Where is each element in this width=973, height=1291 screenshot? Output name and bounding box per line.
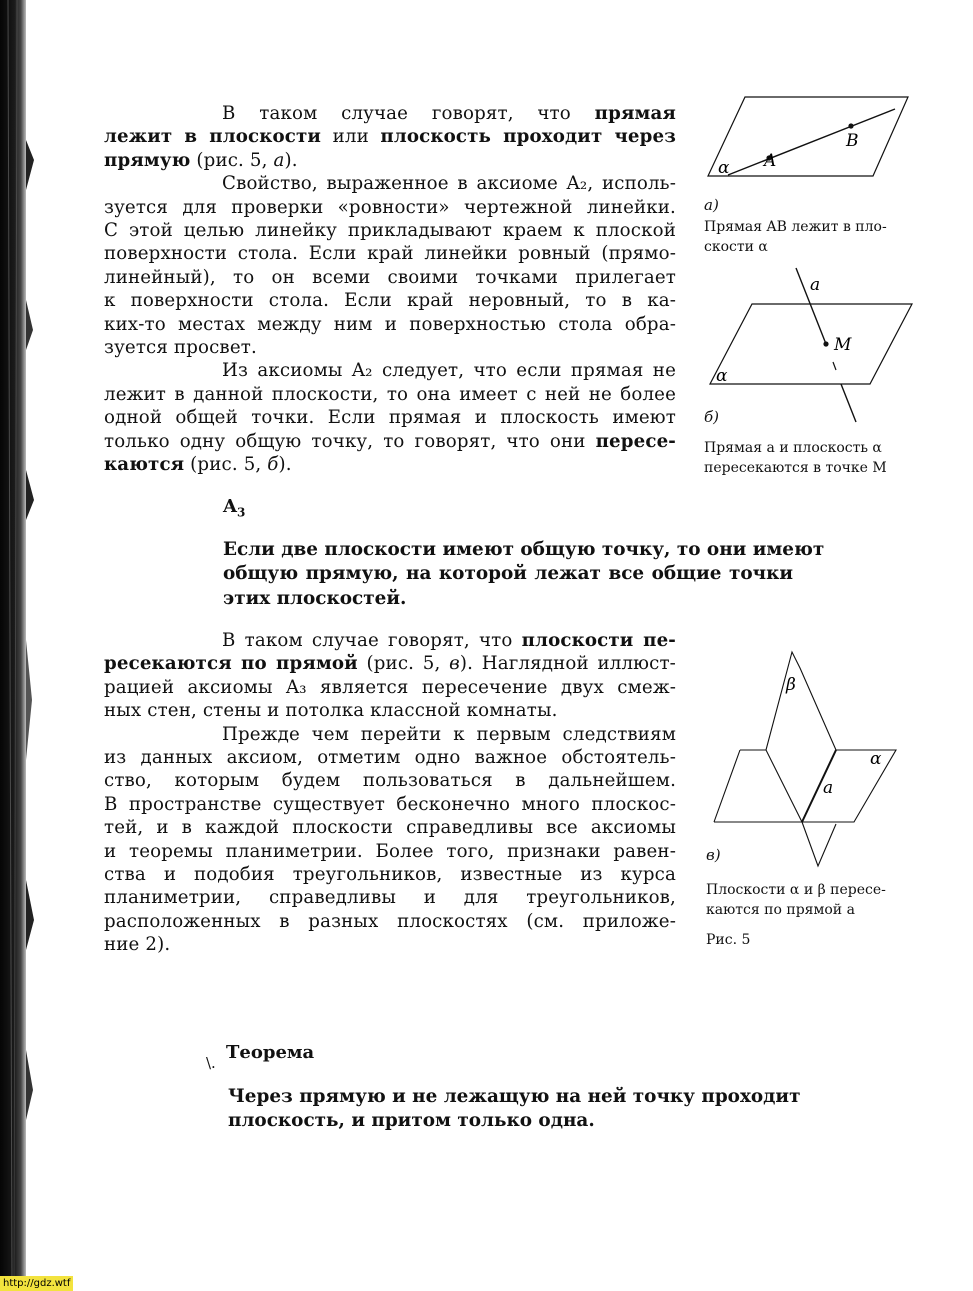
- plane-alpha-label: α: [870, 749, 882, 769]
- text-line: планиметрии, справедливы и для треугольников,: [104, 887, 676, 909]
- figure-b-diagram: [700, 262, 915, 427]
- text-line: к поверхности стола. Если край неровный, то в ка-: [104, 290, 676, 312]
- figure-b-caption: [704, 439, 919, 478]
- axiom-a3-statement: [223, 538, 825, 611]
- figure-a-caption: [704, 218, 919, 257]
- theorem-statement: [228, 1085, 801, 1134]
- plane-alpha-left-edge: [714, 750, 740, 822]
- line-a-hidden: [833, 362, 836, 370]
- plane-alpha-outline: [710, 304, 912, 384]
- caption-line: Прямая a и плоскость α: [704, 440, 882, 456]
- caption-line: Прямая AB лежит в пло-: [704, 219, 887, 235]
- plane-alpha-label: α: [716, 366, 728, 386]
- caption-line: каются по прямой a: [706, 901, 855, 918]
- plane-alpha-label: α: [718, 158, 730, 178]
- text-line: лежит в плоскости или плоскость проходит через: [104, 126, 676, 148]
- line-ab: [728, 109, 895, 175]
- axiom-label: $A_3$: [223, 496, 246, 520]
- plane-beta-label: β: [786, 675, 796, 695]
- figure-c-label: в): [706, 846, 721, 864]
- text-line: расположенных в разных плоскостях (см. приложе-: [104, 910, 676, 932]
- text-line: из данных аксиом, отметим одно важное обстоятель-: [104, 746, 676, 768]
- caption-line: скости α: [704, 238, 768, 255]
- text-line: В таком случае говорят, что плоскости пе-: [222, 630, 677, 651]
- text-line: ство, которым будем пользоваться в дальнейшем.: [104, 770, 676, 792]
- text-line: Если две плоскости имеют общую точку, то они имеют: [223, 539, 825, 560]
- point-a-label: A: [764, 151, 777, 171]
- text-line: поверхности стола. Если край линейки ровный (прямо-: [104, 243, 676, 265]
- figure-a-label: а): [704, 196, 719, 214]
- paragraph-plane-contains-line: [104, 102, 676, 172]
- text-line: каются (рис. 5, б).: [104, 453, 292, 475]
- plane-beta-lower: [802, 822, 836, 866]
- text-line: С этой целью линейку прикладывают краем к плоской: [104, 219, 676, 241]
- binding-texture: [0, 0, 34, 1291]
- text-line: прямую (рис. 5, а).: [104, 149, 298, 171]
- text-line: ких-то местах между ним и поверхностью стола обра-: [104, 313, 676, 335]
- text-line: тей, и в каждой плоскости справедливы все аксиомы: [104, 817, 676, 839]
- text-line: Прежде чем перейти к первым следствиям: [222, 723, 676, 745]
- text-line: Из аксиомы A₂ следует, что если прямая не: [222, 360, 676, 382]
- text-line: рацией аксиомы A₃ является пересечение двух смеж-: [104, 676, 676, 698]
- text-line: Через прямую и не лежащую на ней точку проходит: [228, 1086, 801, 1107]
- figure-b-label: б): [704, 408, 720, 426]
- figure-c-caption: [706, 881, 921, 920]
- figure-c-diagram: [706, 648, 906, 870]
- line-a-label: a: [823, 778, 834, 798]
- text-line: общую прямую, на которой лежат все общие точки: [223, 563, 793, 585]
- paragraph-ruler-check: [104, 172, 676, 359]
- margin-mark: \.: [206, 1054, 216, 1072]
- text-line: одной общей точки. Если прямая и плоскость имеют: [104, 407, 676, 429]
- figure-number: Рис. 5: [706, 932, 751, 948]
- line-a-label: a: [810, 275, 821, 295]
- text-line: ресекаются по прямой (рис. 5, в). Наглядной иллюст-: [104, 653, 676, 675]
- text-line: В пространстве существует бесконечно много плоскос-: [104, 793, 676, 815]
- line-a-lower: [841, 384, 856, 422]
- text-line: плоскость, и притом только одна.: [228, 1110, 595, 1132]
- watermark-link[interactable]: http://gdz.wtf: [0, 1276, 73, 1291]
- text-line: Свойство, выраженное в аксиоме A₂, исполь-: [222, 173, 676, 195]
- caption-line: Плоскости α и β пересе-: [706, 882, 886, 898]
- text-line: зуется для проверки «ровности» чертежной линейки.: [104, 196, 676, 218]
- plane-alpha-outline: [708, 97, 908, 176]
- paragraph-planimetry-in-space: [104, 723, 676, 957]
- text-line: ных стен, стены и потолка классной комнаты.: [104, 700, 558, 722]
- text-line: лежит в данной плоскости, то она имеет с ней не более: [104, 383, 676, 405]
- text-line: линейный), то он всеми своими точками прилегает: [104, 266, 676, 288]
- text-line: и теоремы планиметрии. Более того, признаки равен-: [104, 840, 676, 862]
- point-m-dot: [823, 341, 828, 346]
- text-line: этих плоскостей.: [223, 587, 407, 609]
- text-line: ства и подобия треугольников, известные из курса: [104, 863, 676, 885]
- caption-line: пересекаются в точке M: [704, 459, 887, 476]
- theorem-title: Теорема: [226, 1042, 315, 1063]
- point-b-dot: [848, 123, 853, 128]
- text-line: ние 2).: [104, 934, 171, 956]
- text-line: В таком случае говорят, что прямая: [222, 103, 676, 124]
- paragraph-line-plane-intersect: [104, 359, 676, 476]
- paragraph-planes-intersect: [104, 629, 676, 723]
- figure-a-diagram: [700, 92, 915, 182]
- point-m-label: M: [834, 335, 852, 355]
- text-line: только одну общую точку, то говорят, что они пересе-: [104, 430, 676, 452]
- point-b-label: B: [846, 131, 859, 151]
- plane-alpha-right: [802, 750, 896, 822]
- text-line: зуется просвет.: [104, 336, 257, 358]
